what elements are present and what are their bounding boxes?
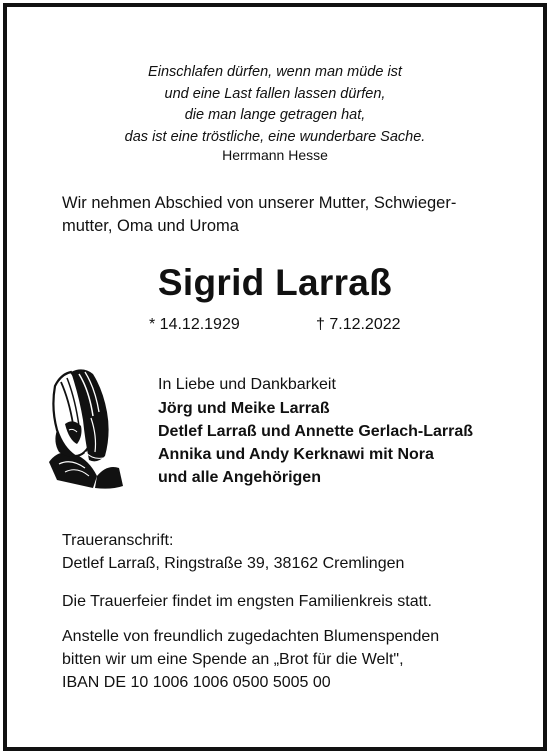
- donation-iban: IBAN DE 10 1006 1006 0500 5005 00: [62, 674, 331, 691]
- mourner-name: Jörg und Meike Larraß: [158, 400, 330, 417]
- mourner-name: Annika und Andy Kerknawi mit Nora: [158, 446, 434, 463]
- quote: [0, 62, 550, 148]
- intro-line: mutter, Oma und Uroma: [62, 217, 239, 235]
- mourning-address: [62, 529, 502, 575]
- praying-hands-icon: [45, 360, 125, 490]
- quote-line: das ist eine tröstliche, eine wunderbare Sache.: [124, 128, 426, 145]
- birth-date: * 14.12.1929: [149, 316, 240, 333]
- donation-note: [62, 625, 502, 694]
- donation-line: Anstelle von freundlich zugedachten Blumenspenden: [62, 628, 440, 645]
- ceremony-note: Die Trauerfeier findet im engsten Familienkreis statt.: [62, 593, 432, 610]
- deceased-name: Sigrid Larraß: [157, 262, 393, 303]
- mourners-lead: In Liebe und Dankbarkeit: [158, 376, 336, 393]
- intro-line: Wir nehmen Abschied von unserer Mutter, Schwieger-: [62, 194, 457, 212]
- quote-author: Herrmann Hesse: [222, 147, 328, 163]
- quote-line: die man lange getragen hat,: [184, 107, 366, 123]
- quote-line: Einschlafen dürfen, wenn man müde ist: [148, 64, 402, 80]
- mourners: [158, 373, 528, 489]
- mourner-name: Detlef Larraß und Annette Gerlach-Larraß: [158, 423, 474, 440]
- death-date: † 7.12.2022: [316, 316, 401, 333]
- mourner-name: und alle Angehörigen: [158, 469, 321, 486]
- address-label: Traueranschrift:: [62, 532, 174, 549]
- donation-line: bitten wir um eine Spende an „Brot für die Welt",: [62, 651, 404, 668]
- address-value: Detlef Larraß, Ringstraße 39, 38162 Cremlingen: [62, 555, 405, 572]
- quote-line: und eine Last fallen lassen dürfen,: [164, 85, 386, 102]
- intro-text: [62, 192, 502, 238]
